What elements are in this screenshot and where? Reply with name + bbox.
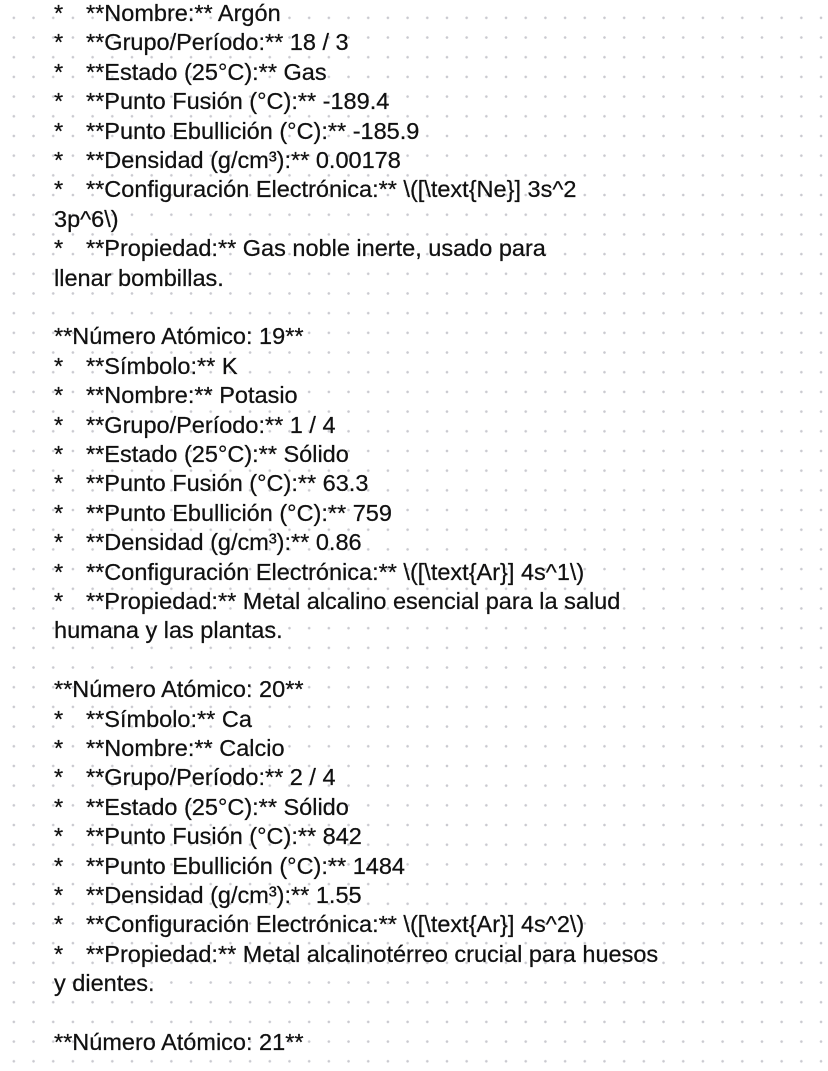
list-item (54, 234, 774, 263)
bullet: * (54, 0, 64, 26)
blank-line (54, 999, 774, 1028)
bullet: * (54, 911, 64, 938)
item-text: **Punto Fusión (°C):** -189.4 (86, 88, 390, 115)
list-item (54, 411, 774, 440)
bullet: * (54, 147, 64, 174)
item-text: **Punto Fusión (°C):** 63.3 (86, 470, 369, 497)
bullet: * (54, 764, 64, 791)
item-text: **Configuración Electrónica:** \([\text{Ar}] 4s^1\) (86, 558, 585, 585)
item-text: **Símbolo:** Ca (86, 705, 252, 732)
item-continuation: llenar bombillas. (54, 264, 224, 291)
bullet: * (54, 499, 64, 526)
list-item (54, 469, 774, 498)
bullet: * (54, 235, 64, 262)
list-item (54, 352, 774, 381)
bullet: * (54, 558, 64, 585)
list-item (54, 28, 774, 57)
bullet: * (54, 470, 64, 497)
bullet: * (54, 882, 64, 909)
item-text: **Densidad (g/cm³):** 0.86 (86, 529, 362, 556)
item-text: **Punto Ebullición (°C):** 1484 (86, 852, 405, 879)
list-item (54, 146, 774, 175)
bullet: * (54, 58, 64, 85)
list-item (54, 763, 774, 792)
item-continuation: humana y las plantas. (54, 617, 283, 644)
bullet: * (54, 529, 64, 556)
bullet: * (54, 88, 64, 115)
item-text: **Estado (25°C):** Gas (86, 58, 327, 85)
bullet: * (54, 705, 64, 732)
list-item (54, 0, 774, 28)
item-text: **Configuración Electrónica:** \([\text{Ne}] 3s^2 (86, 176, 577, 203)
bullet: * (54, 793, 64, 820)
list-item (54, 881, 774, 910)
item-text: **Propiedad:** Metal alcalino esencial para la salud (86, 588, 621, 615)
list-item (54, 440, 774, 469)
bullet: * (54, 940, 64, 967)
bullet: * (54, 117, 64, 144)
list-item (54, 117, 774, 146)
blank-line (54, 646, 774, 675)
bullet: * (54, 29, 64, 56)
item-text: **Densidad (g/cm³):** 1.55 (86, 882, 362, 909)
list-item (54, 705, 774, 734)
list-item (54, 910, 774, 939)
bullet: * (54, 735, 64, 762)
note-body[interactable] (54, 0, 774, 1057)
bullet: * (54, 441, 64, 468)
item-text: **Nombre:** Potasio (86, 382, 298, 409)
bullet: * (54, 176, 64, 203)
list-item (54, 734, 774, 763)
list-item (54, 793, 774, 822)
list-item (54, 587, 774, 616)
item-text: **Configuración Electrónica:** \([\text{Ar}] 4s^2\) (86, 911, 585, 938)
item-text: **Propiedad:** Metal alcalinotérreo crucial para huesos (86, 940, 659, 967)
bullet: * (54, 588, 64, 615)
section-heading: **Número Atómico: 19** (54, 323, 304, 350)
list-item (54, 58, 774, 87)
item-text: **Estado (25°C):** Sólido (86, 441, 349, 468)
item-text: **Punto Ebullición (°C):** -185.9 (86, 117, 420, 144)
item-text: **Símbolo:** K (86, 352, 238, 379)
item-text: **Punto Fusión (°C):** 842 (86, 823, 362, 850)
list-item (54, 558, 774, 587)
list-item (54, 499, 774, 528)
list-item (54, 822, 774, 851)
list-item (54, 852, 774, 881)
list-item (54, 528, 774, 557)
blank-line (54, 293, 774, 322)
item-text: **Nombre:** Argón (86, 0, 281, 26)
section-heading: **Número Atómico: 21** (54, 1029, 304, 1056)
item-text: **Grupo/Período:** 2 / 4 (86, 764, 336, 791)
list-item (54, 87, 774, 116)
bullet: * (54, 823, 64, 850)
item-text: **Propiedad:** Gas noble inerte, usado para (86, 235, 546, 262)
item-text: **Grupo/Período:** 18 / 3 (86, 29, 349, 56)
bullet: * (54, 852, 64, 879)
bullet: * (54, 411, 64, 438)
item-text: **Estado (25°C):** Sólido (86, 793, 349, 820)
list-item (54, 175, 774, 204)
item-text: **Punto Ebullición (°C):** 759 (86, 499, 392, 526)
bullet: * (54, 382, 64, 409)
item-text: **Nombre:** Calcio (86, 735, 285, 762)
item-text: **Grupo/Período:** 1 / 4 (86, 411, 336, 438)
item-text: **Densidad (g/cm³):** 0.00178 (86, 147, 401, 174)
list-item (54, 381, 774, 410)
bullet: * (54, 352, 64, 379)
item-continuation: 3p^6\) (54, 205, 119, 232)
list-item (54, 940, 774, 969)
item-continuation: y dientes. (54, 970, 155, 997)
section-heading: **Número Atómico: 20** (54, 676, 304, 703)
